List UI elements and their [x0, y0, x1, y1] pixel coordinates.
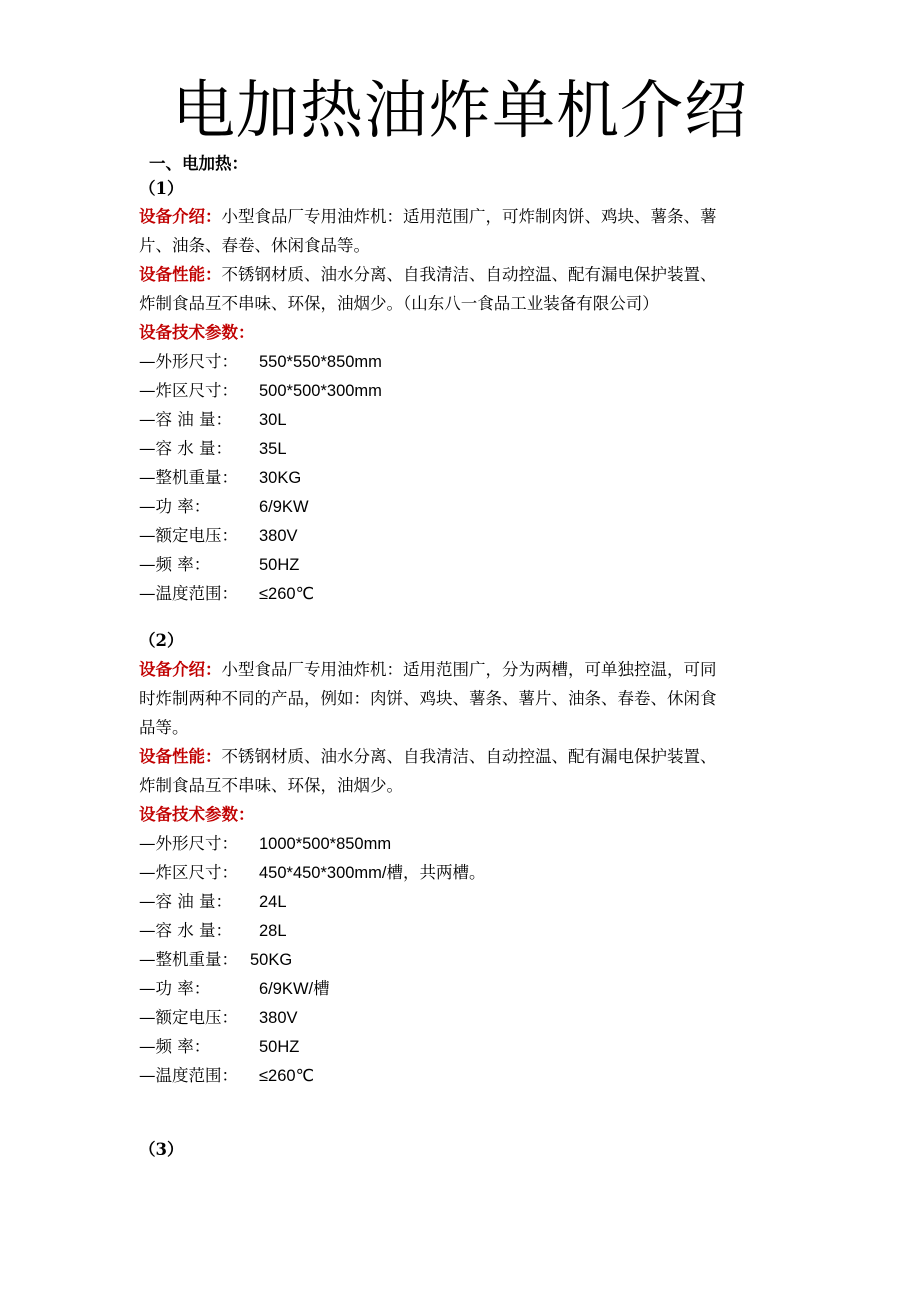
intro-text-continued: 时炸制两种不同的产品，例如：肉饼、鸡块、薯条、薯片、油条、春卷、休闲食: [139, 689, 717, 708]
performance-paragraph: [139, 260, 799, 289]
param-row: [139, 1003, 799, 1033]
param-label: —外形尺寸：: [139, 352, 238, 371]
intro-paragraph: [139, 655, 799, 684]
performance-label: 设备性能：: [139, 265, 222, 284]
param-label: —频 率：: [139, 1037, 211, 1056]
param-row: [139, 434, 799, 464]
param-label: —容 水 量：: [139, 921, 232, 940]
param-label: —容 油 量：: [139, 892, 232, 911]
param-value: 28L: [259, 922, 287, 940]
performance-label: 设备性能：: [139, 747, 222, 766]
params-heading: 设备技术参数：: [139, 805, 255, 824]
param-row: [139, 463, 799, 493]
param-label: —外形尺寸：: [139, 834, 238, 853]
param-label: —炸区尺寸：: [139, 863, 238, 882]
param-row: [139, 376, 799, 406]
param-row: [139, 1061, 799, 1091]
param-value: 24L: [259, 893, 287, 911]
param-row: [139, 550, 799, 580]
param-label: —温度范围：: [139, 1066, 238, 1085]
param-value: 380V: [259, 527, 298, 545]
performance-text: 不锈钢材质、油水分离、自我清洁、自动控温、配有漏电保护装置、: [221, 265, 717, 284]
param-label: —频 率：: [139, 555, 211, 574]
param-value: 450*450*300mm/槽，共两槽。: [259, 864, 486, 882]
param-value: 50HZ: [259, 556, 300, 574]
param-row: [139, 347, 799, 377]
param-value: 550*550*850mm: [259, 353, 382, 371]
param-row: [139, 405, 799, 435]
param-value: 30KG: [259, 469, 302, 487]
param-label: —整机重量：: [139, 950, 238, 969]
params-heading: 设备技术参数：: [139, 323, 255, 342]
param-value: ≤260℃: [259, 585, 315, 603]
param-row: [139, 858, 799, 888]
page-title: 电加热油炸单机介绍: [172, 74, 748, 147]
intro-text: 小型食品厂专用油炸机：适用范围广，分为两槽，可单独控温，可同: [221, 660, 717, 679]
intro-text: 小型食品厂专用油炸机：适用范围广，可炸制肉饼、鸡块、薯条、薯: [221, 207, 717, 226]
performance-text-continued: 炸制食品互不串味、环保，油烟少。: [139, 776, 403, 795]
param-label: —容 油 量：: [139, 410, 232, 429]
unit-number: （2）: [139, 631, 184, 650]
intro-text-continued: 品等。: [139, 718, 189, 737]
param-label: —功 率：: [139, 497, 211, 516]
param-row: [139, 579, 799, 609]
param-row: [139, 887, 799, 917]
param-label: —功 率：: [139, 979, 211, 998]
section-heading: 一、电加热：: [149, 154, 248, 173]
param-row: [139, 521, 799, 551]
param-label: —额定电压：: [139, 526, 238, 545]
param-label: —整机重量：: [139, 468, 238, 487]
param-value: 6/9KW: [259, 498, 309, 516]
performance-paragraph: [139, 742, 799, 771]
param-row: [139, 916, 799, 946]
param-value: ≤260℃: [259, 1067, 315, 1085]
intro-label: 设备介绍：: [139, 660, 222, 679]
param-row: [139, 829, 799, 859]
unit-number: （1）: [139, 179, 184, 198]
performance-text-continued: 炸制食品互不串味、环保，油烟少。（山东八一食品工业装备有限公司）: [139, 294, 659, 313]
intro-label: 设备介绍：: [139, 207, 222, 226]
param-label: —炸区尺寸：: [139, 381, 238, 400]
unit-number: （3）: [139, 1140, 184, 1159]
intro-paragraph: [139, 202, 799, 231]
param-value: 50HZ: [259, 1038, 300, 1056]
param-row: [139, 1032, 799, 1062]
param-label: —温度范围：: [139, 584, 238, 603]
intro-text-continued: 片、油条、春卷、休闲食品等。: [139, 236, 370, 255]
param-row: [139, 492, 799, 522]
param-label: —额定电压：: [139, 1008, 238, 1027]
param-value: 1000*500*850mm: [259, 835, 392, 853]
param-value: 50KG: [250, 951, 293, 969]
param-row: [139, 974, 799, 1004]
performance-text: 不锈钢材质、油水分离、自我清洁、自动控温、配有漏电保护装置、: [221, 747, 717, 766]
param-value: 500*500*300mm: [259, 382, 382, 400]
param-value: 380V: [259, 1009, 298, 1027]
param-value: 6/9KW/槽: [259, 980, 330, 998]
param-row: [139, 945, 799, 975]
param-label: —容 水 量：: [139, 439, 232, 458]
param-value: 35L: [259, 440, 287, 458]
param-value: 30L: [259, 411, 287, 429]
